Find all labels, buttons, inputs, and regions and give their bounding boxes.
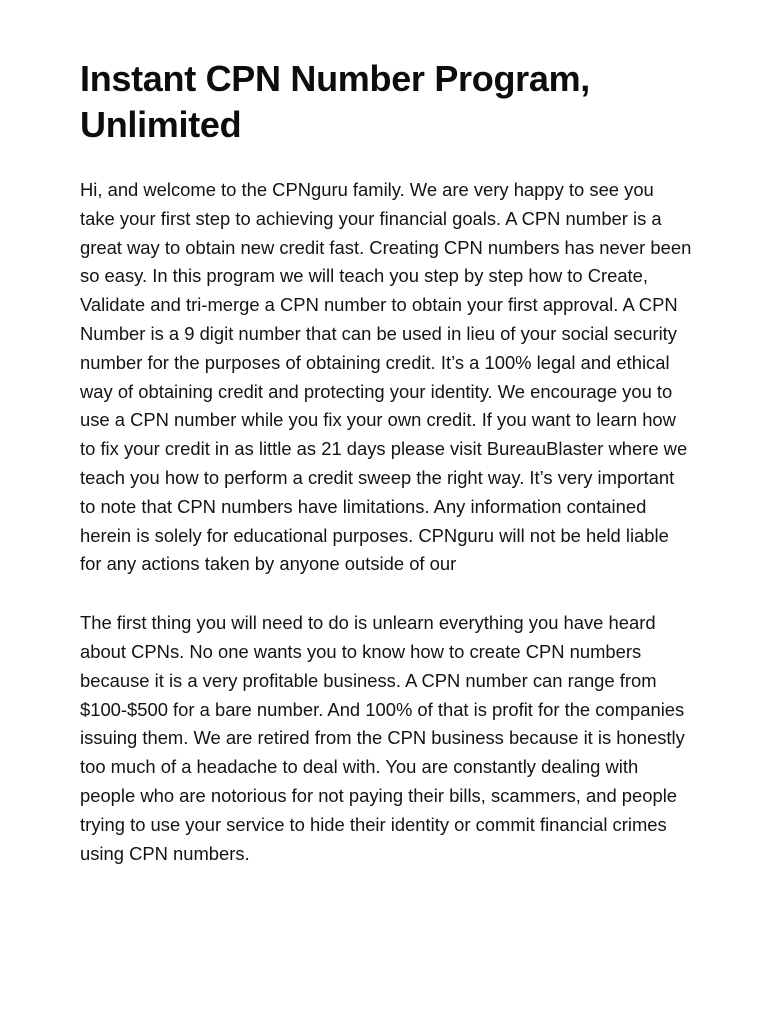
document-page (80, 56, 692, 898)
paragraph-unlearn: The first thing you will need to do is unlearn everything you have heard about CPNs. No one wants you to know how to create CPN numbers because it is a very profitable business. A CPN number can range from $100-$500 for a bare number. And 100% of that is profit for the companies issuing them. We are retired from the CPN business because it is honestly too much of a headache to deal with. You are constantly dealing with people who are notorious for not paying their bills, scammers, and people trying to use your service to hide their identity or commit financial crimes using CPN numbers. (80, 612, 685, 864)
page-title: Instant CPN Number Program, Unlimited (80, 58, 590, 145)
paragraph-intro: Hi, and welcome to the CPNguru family. We are very happy to see you take your first step to achieving your financial goals. A CPN number is a great way to obtain new credit fast. Creating CPN numbers has never been so easy. In this program we will teach you step by step how to Create, Validate and tri-merge a CPN number to obtain your first approval. A CPN Number is a 9 digit number that can be used in lieu of your social security number for the purposes of obtaining credit. It’s a 100% legal and ethical way of obtaining credit and protecting your identity. We encourage you to use a CPN number while you fix your own credit. If you want to learn how to fix your credit in as little as 21 days please visit BureauBlaster where we teach you how to perform a credit sweep the right way. It’s very important to note that CPN numbers have limitations. Any information contained herein is solely for educational purposes. CPNguru will not be held liable for any actions taken by anyone outside of our (80, 179, 692, 575)
